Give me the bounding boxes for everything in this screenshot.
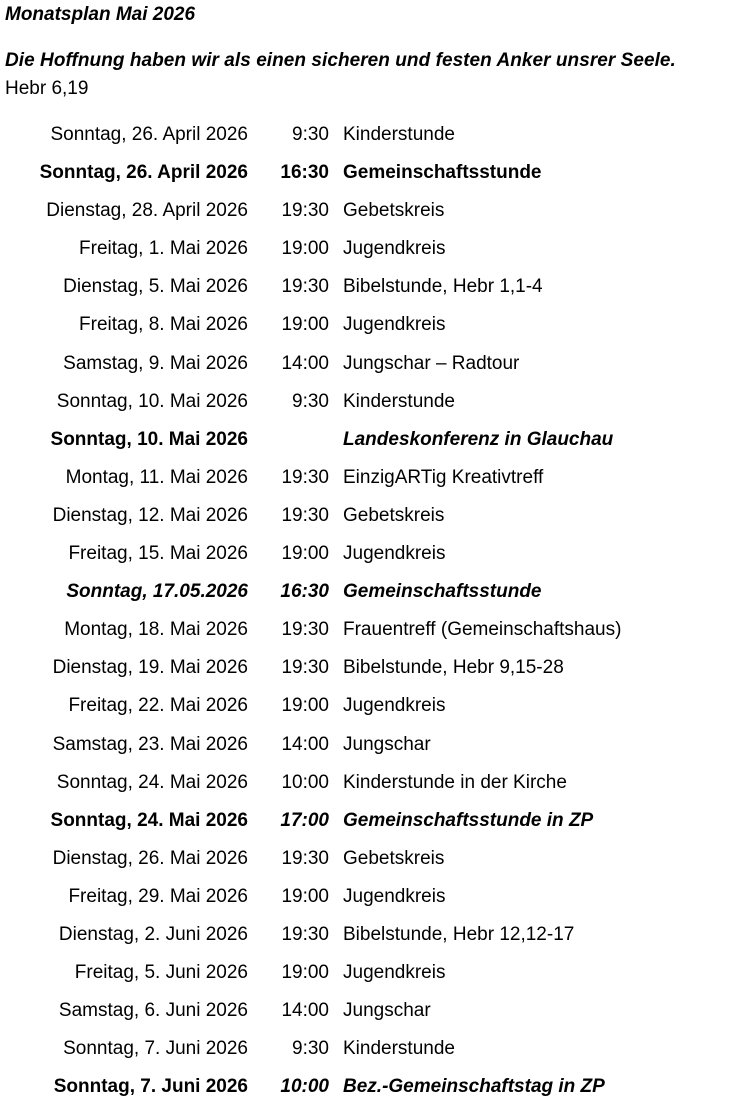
schedule-time: 19:00 [281,695,329,717]
schedule-row [0,192,750,230]
schedule-date: Sonntag, 10. Mai 2026 [56,390,248,412]
schedule-row [0,1030,750,1068]
schedule-row [0,535,750,573]
schedule-time: 19:30 [281,276,329,298]
schedule-time: 19:30 [281,657,329,679]
schedule-row [0,992,750,1030]
schedule-event: Jugendkreis [343,695,446,717]
schedule-event: Gebetskreis [343,504,445,526]
schedule-row [0,840,750,878]
schedule-date: Freitag, 1. Mai 2026 [79,238,248,260]
schedule-row [0,1068,750,1106]
schedule-date: Dienstag, 12. Mai 2026 [52,504,248,526]
schedule-row [0,649,750,687]
schedule-row [0,306,750,344]
schedule-time: 14:00 [281,733,329,755]
schedule-time: 16:30 [280,581,329,603]
schedule-time: 19:00 [281,238,329,260]
schedule-date: Samstag, 9. Mai 2026 [63,352,248,374]
schedule-row [0,878,750,916]
schedule-row [0,916,750,954]
schedule-event: Landeskonferenz in Glauchau [343,428,614,450]
schedule-row [0,268,750,306]
schedule-row [0,116,750,154]
schedule-date: Dienstag, 19. Mai 2026 [52,657,248,679]
page-title: Monatsplan Mai 2026 [5,4,196,25]
schedule-row [0,954,750,992]
schedule-date: Dienstag, 5. Mai 2026 [63,276,248,298]
schedule-time: 19:30 [281,200,329,222]
schedule-event: Jungschar [343,1000,431,1022]
schedule-time: 14:00 [281,1000,329,1022]
schedule-date: Sonntag, 24. Mai 2026 [56,771,248,793]
schedule-time: 17:00 [280,809,329,831]
schedule-event: EinzigARTig Kreativtreff [343,466,544,488]
schedule-row [0,611,750,649]
schedule-time: 19:00 [281,962,329,984]
verse-reference: Hebr 6,19 [5,78,89,99]
schedule-event: Kinderstunde [343,390,455,412]
schedule-event: Jugendkreis [343,314,446,336]
schedule-event: Gebetskreis [343,200,445,222]
schedule-date: Dienstag, 2. Juni 2026 [58,923,248,945]
schedule-event: Jugendkreis [343,238,446,260]
schedule-row [0,459,750,497]
schedule-date: Dienstag, 26. Mai 2026 [52,847,248,869]
schedule-time: 9:30 [292,1038,329,1060]
schedule-date: Sonntag, 24. Mai 2026 [50,809,248,831]
schedule-event: Jungschar – Radtour [343,352,520,374]
schedule-time: 19:30 [281,847,329,869]
schedule-event: Kinderstunde in der Kirche [343,771,567,793]
schedule-row [0,383,750,421]
schedule-time: 19:30 [281,504,329,526]
schedule-time: 9:30 [292,124,329,145]
schedule-row [0,802,750,840]
schedule-row [0,497,750,535]
schedule-time: 10:00 [281,771,329,793]
schedule-date: Samstag, 23. Mai 2026 [52,733,248,755]
schedule-date: Sonntag, 7. Juni 2026 [63,1038,248,1060]
schedule-date: Montag, 18. Mai 2026 [64,619,248,641]
schedule-event: Jungschar [343,733,431,755]
schedule-row [0,230,750,268]
schedule-event: Bibelstunde, Hebr 12,12-17 [343,923,575,945]
schedule-event: Gemeinschaftsstunde [343,581,542,603]
schedule-time: 10:00 [280,1076,329,1098]
schedule-date: Sonntag, 7. Juni 2026 [53,1076,248,1098]
schedule-time: 19:30 [281,466,329,488]
schedule-event: Kinderstunde [343,1038,455,1060]
schedule-date: Samstag, 6. Juni 2026 [58,1000,248,1022]
schedule-event: Bibelstunde, Hebr 1,1-4 [343,276,543,298]
schedule-date: Sonntag, 10. Mai 2026 [50,428,248,450]
schedule-time: 9:30 [292,390,329,412]
schedule-row [0,726,750,764]
schedule-event: Bez.-Gemeinschaftstag in ZP [343,1076,605,1098]
schedule-event: Gebetskreis [343,847,445,869]
schedule-time: 19:00 [281,885,329,907]
schedule-time: 19:00 [281,314,329,336]
schedule-row [0,421,750,459]
schedule-date: Freitag, 5. Juni 2026 [74,962,248,984]
schedule-time: 19:30 [281,923,329,945]
schedule-date: Freitag, 22. Mai 2026 [68,695,248,717]
schedule-date: Freitag, 8. Mai 2026 [79,314,248,336]
schedule-row [0,154,750,192]
schedule-event: Frauentreff (Gemeinschaftshaus) [343,619,622,641]
schedule-row [0,764,750,802]
schedule-row [0,687,750,725]
schedule-row [0,345,750,383]
schedule-date: Dienstag, 28. April 2026 [46,200,248,222]
schedule-date: Montag, 11. Mai 2026 [65,466,248,488]
schedule-list [0,116,750,1106]
schedule-row [0,573,750,611]
schedule-date: Freitag, 29. Mai 2026 [68,885,248,907]
schedule-event: Gemeinschaftsstunde in ZP [343,809,594,831]
schedule-event: Bibelstunde, Hebr 9,15-28 [343,657,564,679]
bible-verse: Die Hoffnung haben wir als einen sicheren und festen Anker unsrer Seele. [5,50,676,71]
schedule-event: Kinderstunde [343,124,455,145]
schedule-time: 14:00 [281,352,329,374]
schedule-date: Sonntag, 26. April 2026 [50,124,248,145]
schedule-time: 16:30 [280,162,329,184]
schedule-event: Jugendkreis [343,543,446,565]
schedule-event: Gemeinschaftsstunde [343,162,542,184]
schedule-time: 19:30 [281,619,329,641]
schedule-time: 19:00 [281,543,329,565]
schedule-date: Freitag, 15. Mai 2026 [68,543,248,565]
schedule-date: Sonntag, 26. April 2026 [39,162,248,184]
schedule-date: Sonntag, 17.05.2026 [66,581,248,603]
schedule-event: Jugendkreis [343,885,446,907]
schedule-event: Jugendkreis [343,962,446,984]
